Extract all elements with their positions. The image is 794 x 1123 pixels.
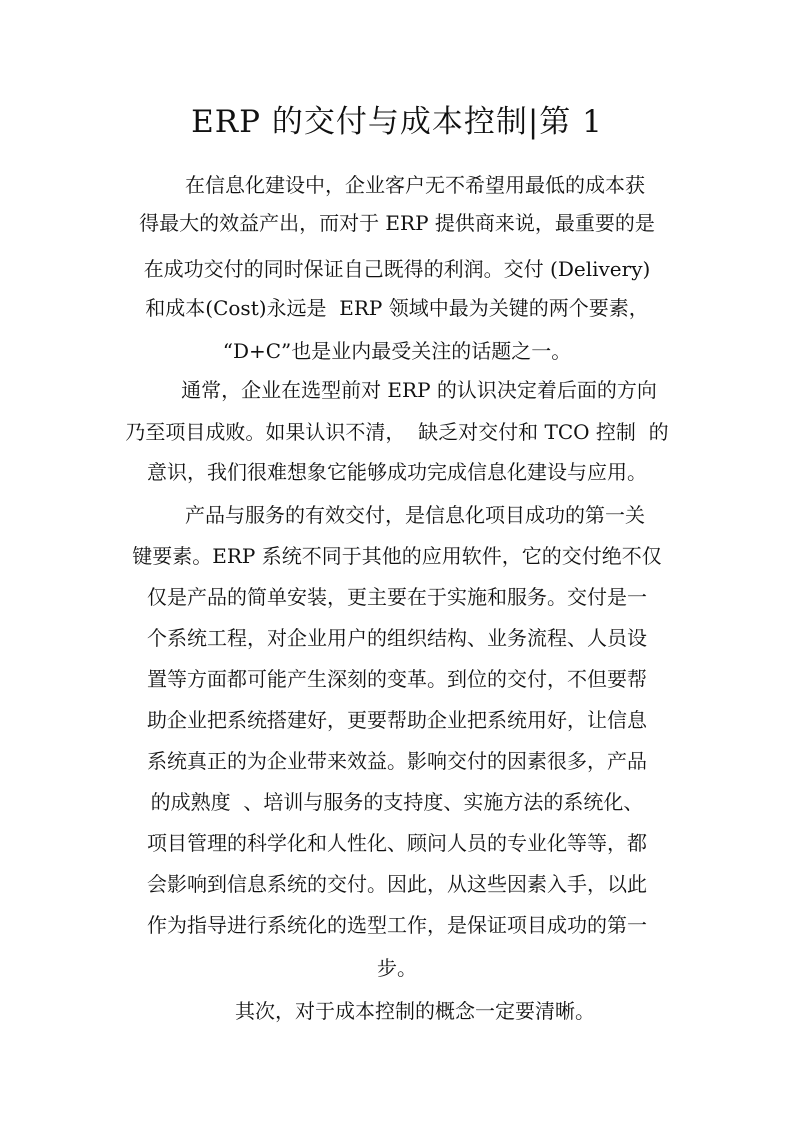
paragraph-line: 和成本(Cost)永远是 ERP 领域中最为关键的两个要素， xyxy=(145,296,649,320)
paragraph-line: 通常，企业在选型前对 ERP 的认识决定着后面的方向 xyxy=(181,378,657,402)
paragraph-line: 助企业把系统搭建好，更要帮助企业把系统用好，让信息 xyxy=(147,708,647,732)
paragraph-line: 个系统工程，对企业用户的组织结构、业务流程、人员设 xyxy=(147,626,647,650)
paragraph-line: “D+C”也是业内最受关注的话题之一。 xyxy=(222,339,572,363)
paragraph-line: 产品与服务的有效交付，是信息化项目成功的第一关 xyxy=(185,503,645,527)
paragraph-line: 其次，对于成本控制的概念一定要清晰。 xyxy=(235,999,595,1023)
paragraph-line: 意识，我们很难想象它能够成功完成信息化建设与应用。 xyxy=(147,460,647,484)
paragraph-line: 项目管理的科学化和人性化、顾问人员的专业化等等，都 xyxy=(147,831,647,855)
paragraph-line: 的成熟度 、培训与服务的支持度、实施方法的系统化、 xyxy=(150,790,644,814)
paragraph-line: 在信息化建设中，企业客户无不希望用最低的成本获 xyxy=(185,173,645,197)
paragraph-line: 仅是产品的简单安装，更主要在于实施和服务。交付是一 xyxy=(147,585,647,609)
paragraph-line: 系统真正的为企业带来效益。影响交付的因素很多，产品 xyxy=(147,749,647,773)
paragraph-line: 会影响到信息系统的交付。因此，从这些因素入手，以此 xyxy=(147,872,647,896)
paragraph-line: 步。 xyxy=(377,956,417,980)
paragraph-line: 置等方面都可能产生深刻的变革。到位的交付，不但要帮 xyxy=(147,667,647,691)
paragraph-line: 在成功交付的同时保证自己既得的利润。交付 (Delivery) xyxy=(143,257,651,281)
document-title: ERP 的交付与成本控制|第 1 xyxy=(191,104,603,140)
paragraph-line: 乃至项目成败。如果认识不清， 缺乏对交付和 TCO 控制 的 xyxy=(125,420,669,444)
paragraph-line: 作为指导进行系统化的选型工作，是保证项目成功的第一 xyxy=(147,913,647,937)
paragraph-line: 得最大的效益产出，而对于 ERP 提供商来说，最重要的是 xyxy=(139,211,655,235)
paragraph-line: 键要素。ERP 系统不同于其他的应用软件，它的交付绝不仅 xyxy=(132,544,662,568)
